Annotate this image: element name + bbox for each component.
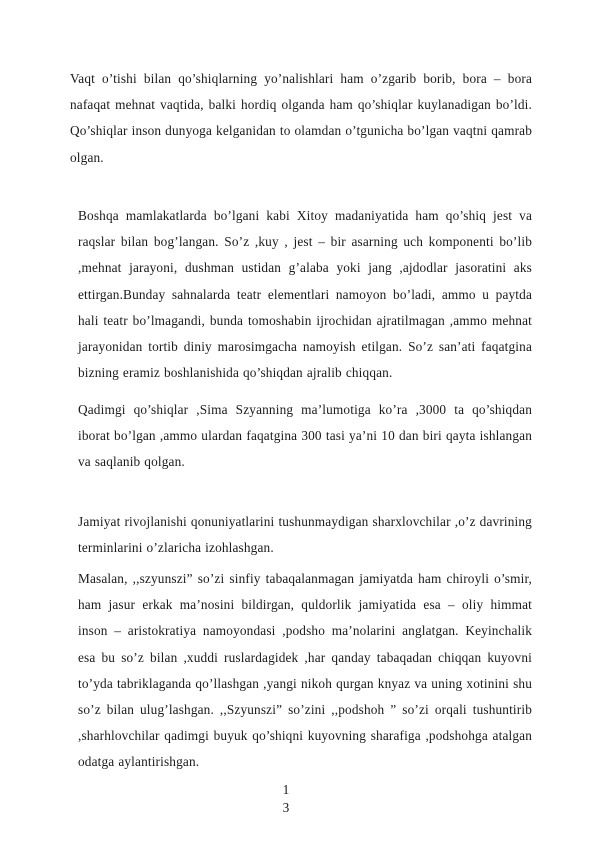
page-number-digit-1: 1 [282,782,290,797]
paragraph-5: Masalan, ,,szyunszi” so’zi sinfiy tabaqalanmagan jamiyatda ham chiroyli o’smir, ham jasur erkak ma’nosini bildirgan, quldorlik jamiyatida esa – oliy himmat inson – aristokratiya namoyondasi ,podsho ma’nolarini anglatgan. Keyinchalik esa bu so’z bilan ,xuddi ruslardagidek ,har qanday tabaqadan chiqqan kuyovni to’yda tabriklaganda qo’llashgan ,yangi nikoh qurgan knyaz va uning xotinini shu so’z bilan ulug’lashgan. ,,Szyunszi” so’zini ,,podshoh ” so’zi orqali tushuntirib ,sharhlovchilar qadimgi buyuk qo’shiqni kuyovning sharafiga ,podshohga atalgan odatga aylantirishgan. [78,571,532,770]
paragraph-4: Jamiyat rivojlanishi qonuniyatlarini tushunmaydigan sharxlovchilar ,o’z davrining terminlarini o’zlaricha izohlashgan. [78,514,532,556]
paragraph-1: Vaqt o’tishi bilan qo’shiqlarning yo’nalishlari ham o’zgarib borib, bora – bora nafaqat mehnat vaqtida, balki hordiq olganda ham qo’shiqlar kuylanadigan bo’ldi. Qo’shiqlar inson dunyoga kelganidan to olamdan o’tgunicha bo’lgan vaqtni qamrab olgan. [70,71,532,165]
paragraph-2: Boshqa mamlakatlarda bo’lgani kabi Xitoy madaniyatida ham qo’shiq jest va raqslar bilan bog’langan. So’z ,kuy , jest – bir asarning uch komponenti bo’lib ,mehnat jarayoni, dushman ustidan g’alaba yoki jang ,ajdodlar jasoratini aks ettirgan.Bunday sahnalarda teatr elementlari namoyon bo’ladi, ammo u paytda hali teatr bo’lmagandi, bunda tomoshabin ijrochidan ajratilmagan ,ammo mehnat jarayonidan tortib diniy marosimgacha namoyish etilgan. So’z san’ati faqatgina bizning eramiz boshlanishida qo’shiqdan ajralib chiqqan. [78,208,532,381]
page-number-digit-2: 3 [282,800,290,815]
paragraph-3: Qadimgi qo’shiqlar ,Sima Szyanning ma’lumotiga ko’ra ,3000 ta qo’shiqdan iborat bo’lgan ,ammo ulardan faqatgina 300 tasi ya’ni 10 dan biri qayta ishlangan va saqlanib qolgan. [78,402,532,470]
